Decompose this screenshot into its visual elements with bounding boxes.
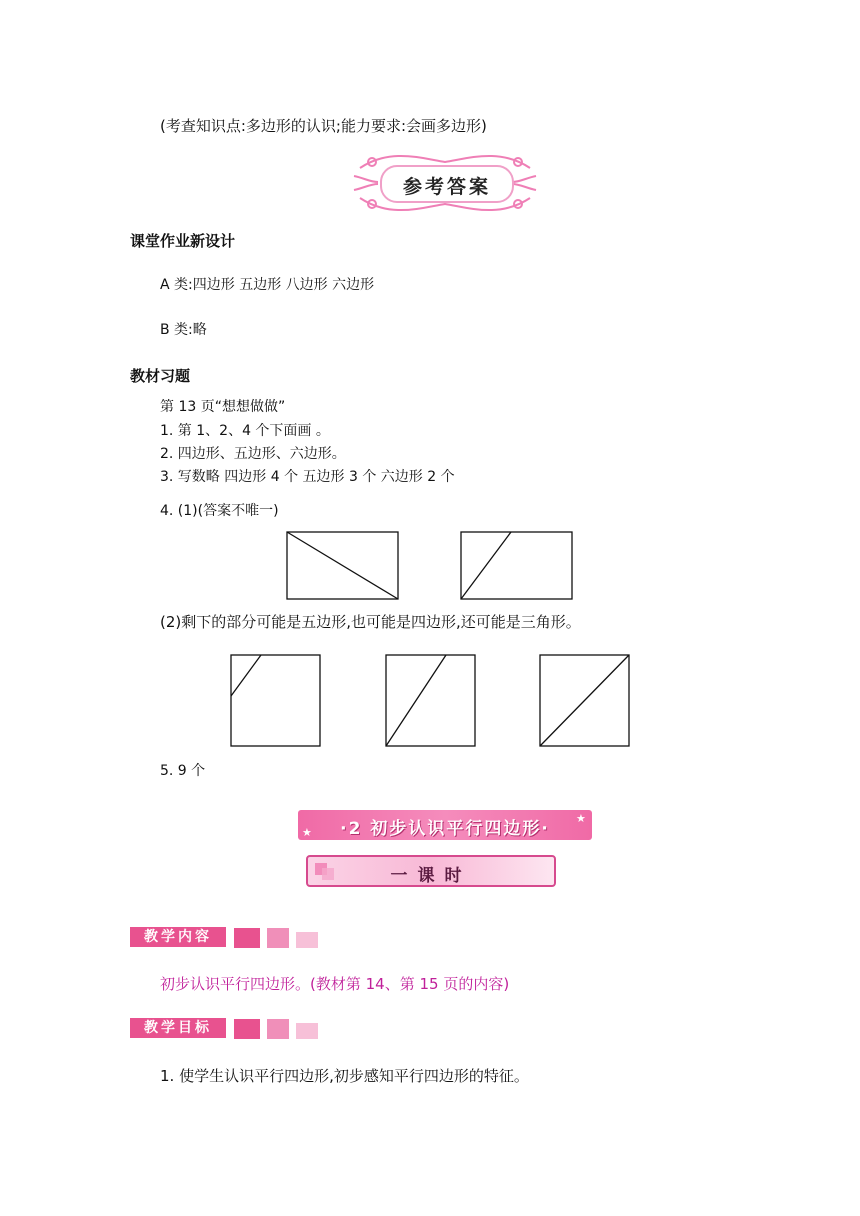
square-1-cut — [231, 655, 261, 696]
classwork-a: A 类:四边形 五边形 八边形 六边形 — [160, 277, 375, 293]
teaching-goal-label: 教学目标 — [130, 1018, 226, 1038]
textbook-heading: 教材习题 — [130, 367, 191, 385]
top-note: (考查知识点:多边形的认识;能力要求:会画多边形) — [160, 117, 487, 135]
square-2-cut — [386, 655, 446, 746]
textbook-page-ref: 第 13 页“想想做做” — [160, 399, 286, 415]
tag-square-2 — [267, 1019, 289, 1039]
textbook-item-4: 4. (1)(答案不唯一) — [160, 503, 279, 519]
textbook-item-3: 3. 写数略 四边形 4 个 五边形 3 个 六边形 2 个 — [160, 469, 455, 485]
rectangle-1-cut — [287, 532, 398, 599]
teaching-content-text: 初步认识平行四边形。(教材第 14、第 15 页的内容) — [160, 975, 510, 993]
teaching-goal-item-1: 1. 使学生认识平行四边形,初步感知平行四边形的特征。 — [160, 1067, 529, 1085]
square-cut-figures — [228, 652, 633, 749]
rectangle-2-cut — [461, 532, 511, 599]
rectangle-2 — [461, 532, 572, 599]
svg-text:★: ★ — [576, 812, 586, 825]
tag-square-1 — [234, 928, 260, 948]
lesson-title: 一课时 — [390, 866, 472, 886]
reference-answer-banner — [350, 148, 540, 218]
tag-square-1 — [234, 1019, 260, 1039]
classwork-heading: 课堂作业新设计 — [130, 232, 236, 250]
teaching-content-tag — [130, 927, 322, 949]
lesson-banner — [306, 855, 556, 887]
tag-square-3 — [296, 932, 318, 948]
textbook-item-1: 1. 第 1、2、4 个下面画 。 — [160, 423, 330, 439]
tag-square-3 — [296, 1023, 318, 1039]
unit-title: ·2 初步认识平行四边形· — [340, 819, 550, 839]
square-3-cut — [540, 655, 629, 746]
square-2 — [386, 655, 475, 746]
teaching-goal-tag — [130, 1018, 322, 1040]
textbook-item-4b: (2)剩下的部分可能是五边形,也可能是四边形,还可能是三角形。 — [160, 613, 581, 631]
textbook-item-5: 5. 9 个 — [160, 763, 206, 779]
square-1 — [231, 655, 320, 746]
star-icon — [298, 810, 592, 840]
textbook-item-2: 2. 四边形、五边形、六边形。 — [160, 446, 346, 462]
classwork-b: B 类:略 — [160, 322, 207, 338]
reference-answer-title: 参考答案 — [402, 176, 491, 198]
tag-square-2 — [267, 928, 289, 948]
unit-title-banner — [298, 810, 592, 840]
rectangle-cut-figures — [285, 530, 577, 602]
teaching-content-label: 教学内容 — [130, 927, 226, 947]
svg-text:★: ★ — [302, 826, 312, 839]
